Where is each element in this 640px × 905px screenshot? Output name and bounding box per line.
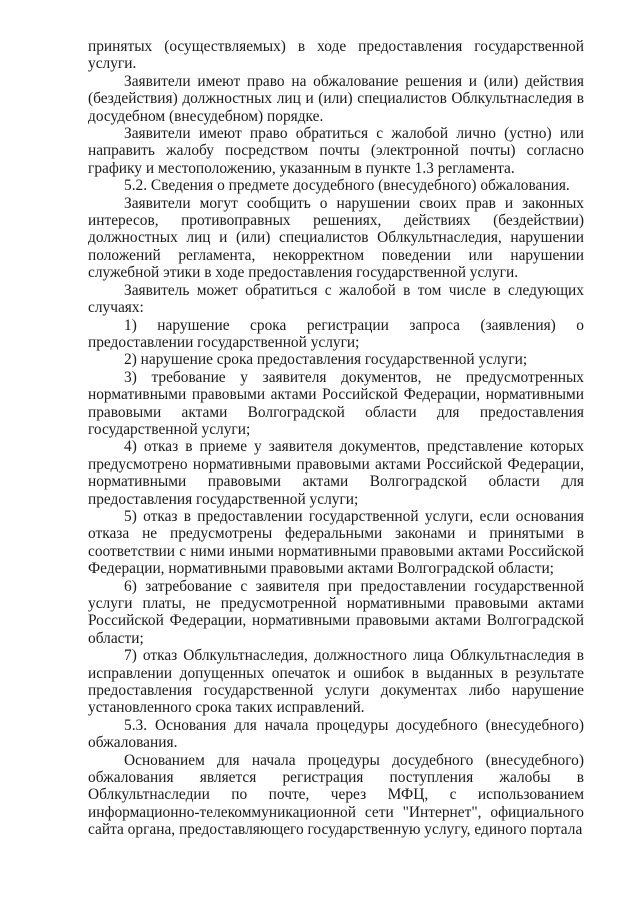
document-body bbox=[88, 38, 584, 839]
paragraph-grounds: Основанием для начала процедуры досудебного (внесудебного) обжалования является регистрация поступления жалобы в Облкультнаследии по почте, через МФЦ, с использованием информационно-телекоммуникационной сети "Интернет", официального сайта органа, предоставляющего государственную услугу, единого портала bbox=[88, 751, 584, 839]
paragraph-violations: Заявители могут сообщить о нарушении своих прав и законных интересов, противоправных решениях, действиях (бездействии) должностных лиц и (или) специалистов Облкультнаследия, нарушении положений регламента, некорректном поведении или нарушении служебной этики в ходе предоставления государственной услуги. bbox=[88, 194, 584, 282]
list-item-2: 2) нарушение срока предоставления государственной услуги; bbox=[124, 351, 528, 369]
list-item-5: 5) отказ в предоставлении государственной услуги, если основания отказа не предусмотрены федеральными законами и принятыми в соответствии с ними иными нормативными правовыми актами Российской Федерации, нормативными правовыми актами Волгоградской области; bbox=[88, 507, 584, 578]
list-item-6: 6) затребование с заявителя при предоставлении государственной услуги платы, не предусмотренной нормативными правовыми актами Российской Федерации, нормативными правовыми актами Волгоградской области; bbox=[88, 577, 584, 647]
section-heading-5-2: 5.2. Сведения о предмете досудебного (внесудебного) обжалования. bbox=[124, 177, 570, 195]
paragraph-complaint-method: Заявители имеют право обратиться с жалобой лично (устно) или направить жалобу посредством почты (электронной почты) согласно графику и местоположению, указанным в пункте 1.3 регламента. bbox=[88, 125, 584, 177]
section-heading-5-3: 5.3. Основания для начала процедуры досудебного (внесудебного) обжалования. bbox=[88, 716, 584, 752]
paragraph-cases-intro: Заявитель может обратиться с жалобой в том числе в следующих случаях: bbox=[88, 281, 584, 317]
paragraph-continuation: принятых (осуществляемых) в ходе предоставления государственной услуги. bbox=[88, 38, 584, 73]
paragraph-appeal-right: Заявители имеют право на обжалование решения и (или) действия (бездействия) должностных лиц и (или) специалистов Облкультнаследия в досудебном (внесудебном) порядке. bbox=[88, 72, 584, 125]
list-item-7: 7) отказ Облкультнаследия, должностного лица Облкультнаследия в исправлении допущенных опечаток и ошибок в выданных в результате предоставления государственной услуги документах либо нарушение установленного срока таких исправлений. bbox=[88, 647, 584, 717]
list-item-1: 1) нарушение срока регистрации запроса (заявления) о предоставлении государственной услуги; bbox=[88, 316, 584, 351]
list-item-4: 4) отказ в приеме у заявителя документов, представление которых предусмотрено нормативными правовыми актами Российской Федерации, нормативными правовыми актами Волгоградской области для предоставления государственной услуги; bbox=[88, 438, 584, 508]
list-item-3: 3) требование у заявителя документов, не предусмотренных нормативными правовыми актами Российской Федерации, нормативными правовыми актами Волгоградской области для предоставления государственной услуги; bbox=[88, 368, 584, 438]
